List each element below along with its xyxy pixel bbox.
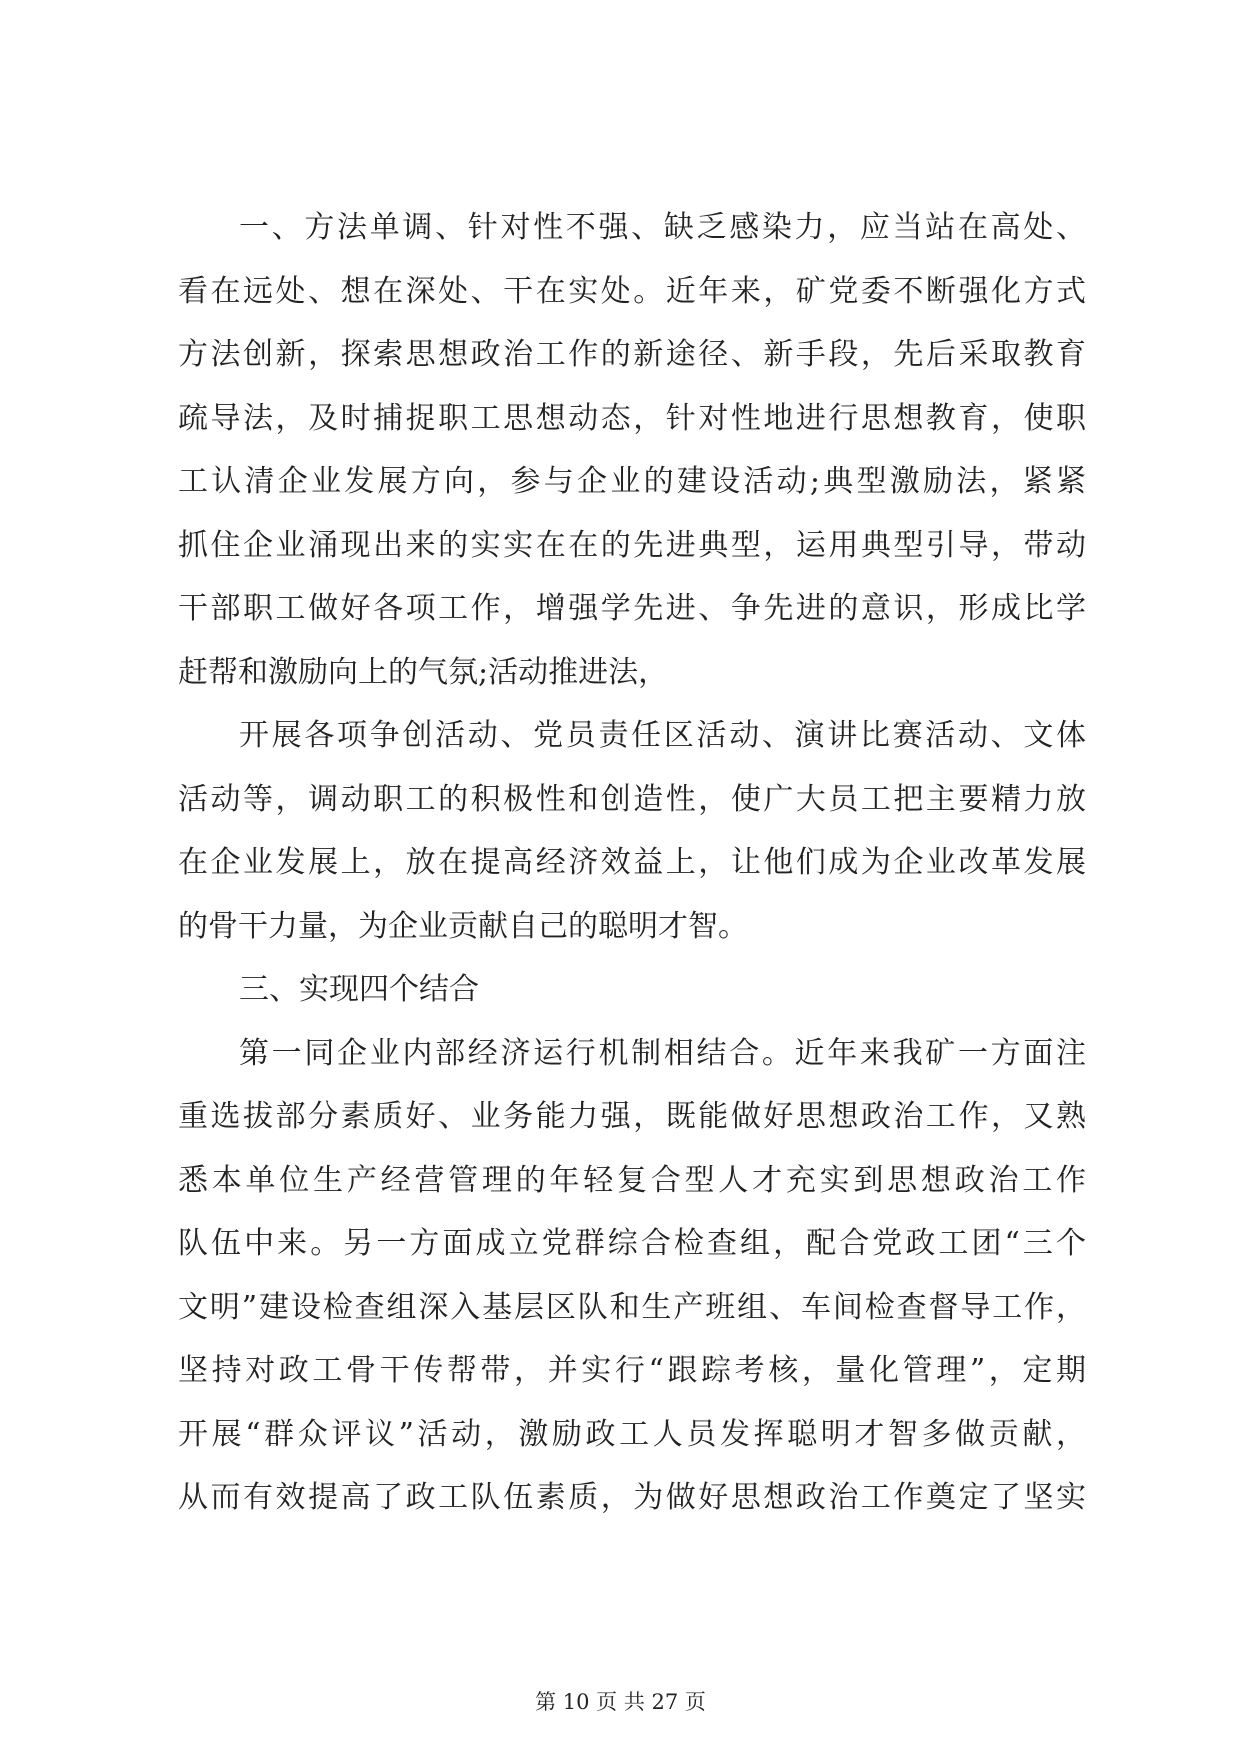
document-body [178,196,1086,1530]
text-line: 一、方法单调、针对性不强、缺乏感染力，应当站在高处、 [239,210,1086,245]
text-line: 在企业发展上，放在提高经济效益上，让他们成为企业改革发展 [178,845,1086,880]
text-line: 看在远处、想在深处、干在实处。近年来，矿党委不断强化方式 [178,273,1086,309]
text-line: 的骨干力量，为企业贡献自己的聪明才智。 [178,908,748,944]
text-line: 抓住企业涌现出来的实实在在的先进典型，运用典型引导，带动 [178,527,1086,563]
page-number-footer: 第 10 页 共 27 页 [535,1690,706,1714]
text-line: 重选拔部分素质好、业务能力强，既能做好思想政治工作，又熟 [178,1099,1086,1134]
section-heading: 三、实现四个结合 [239,972,479,1007]
text-line: 开展各项争创活动、党员责任区活动、演讲比赛活动、文体 [239,718,1086,753]
text-line: 工认清企业发展方向，参与企业的建设活动;典型激励法，紧紧 [178,464,1086,499]
text-line: 干部职工做好各项工作，增强学先进、争先进的意识，形成比学 [178,591,1086,626]
text-line: 第一同企业内部经济运行机制相结合。近年来我矿一方面注 [239,1035,1086,1071]
text-line: 悉本单位生产经营管理的年轻复合型人才充实到思想政治工作 [178,1162,1086,1198]
text-line: 方法创新，探索思想政治工作的新途径、新手段，先后采取教育 [178,337,1086,372]
text-line: 活动等，调动职工的积极性和创造性，使广大员工把主要精力放 [178,781,1086,817]
text-line: 坚持对政工骨干传帮带，并实行“跟踪考核，量化管理”，定期 [178,1353,1086,1388]
text-line: 疏导法，及时捕捉职工思想动态，针对性地进行思想教育，使职 [178,400,1086,436]
text-line: 从而有效提高了政工队伍素质，为做好思想政治工作奠定了坚实 [178,1480,1086,1515]
text-line: 队伍中来。另一方面成立党群综合检查组，配合党政工团“三个 [178,1226,1086,1261]
text-line: 赶帮和激励向上的气氛;活动推进法， [178,654,669,690]
text-line: 文明”建设检查组深入基层区队和生产班组、车间检查督导工作， [178,1289,1086,1325]
text-line: 开展“群众评议”活动，激励政工人员发挥聪明才智多做贡献， [178,1416,1086,1452]
